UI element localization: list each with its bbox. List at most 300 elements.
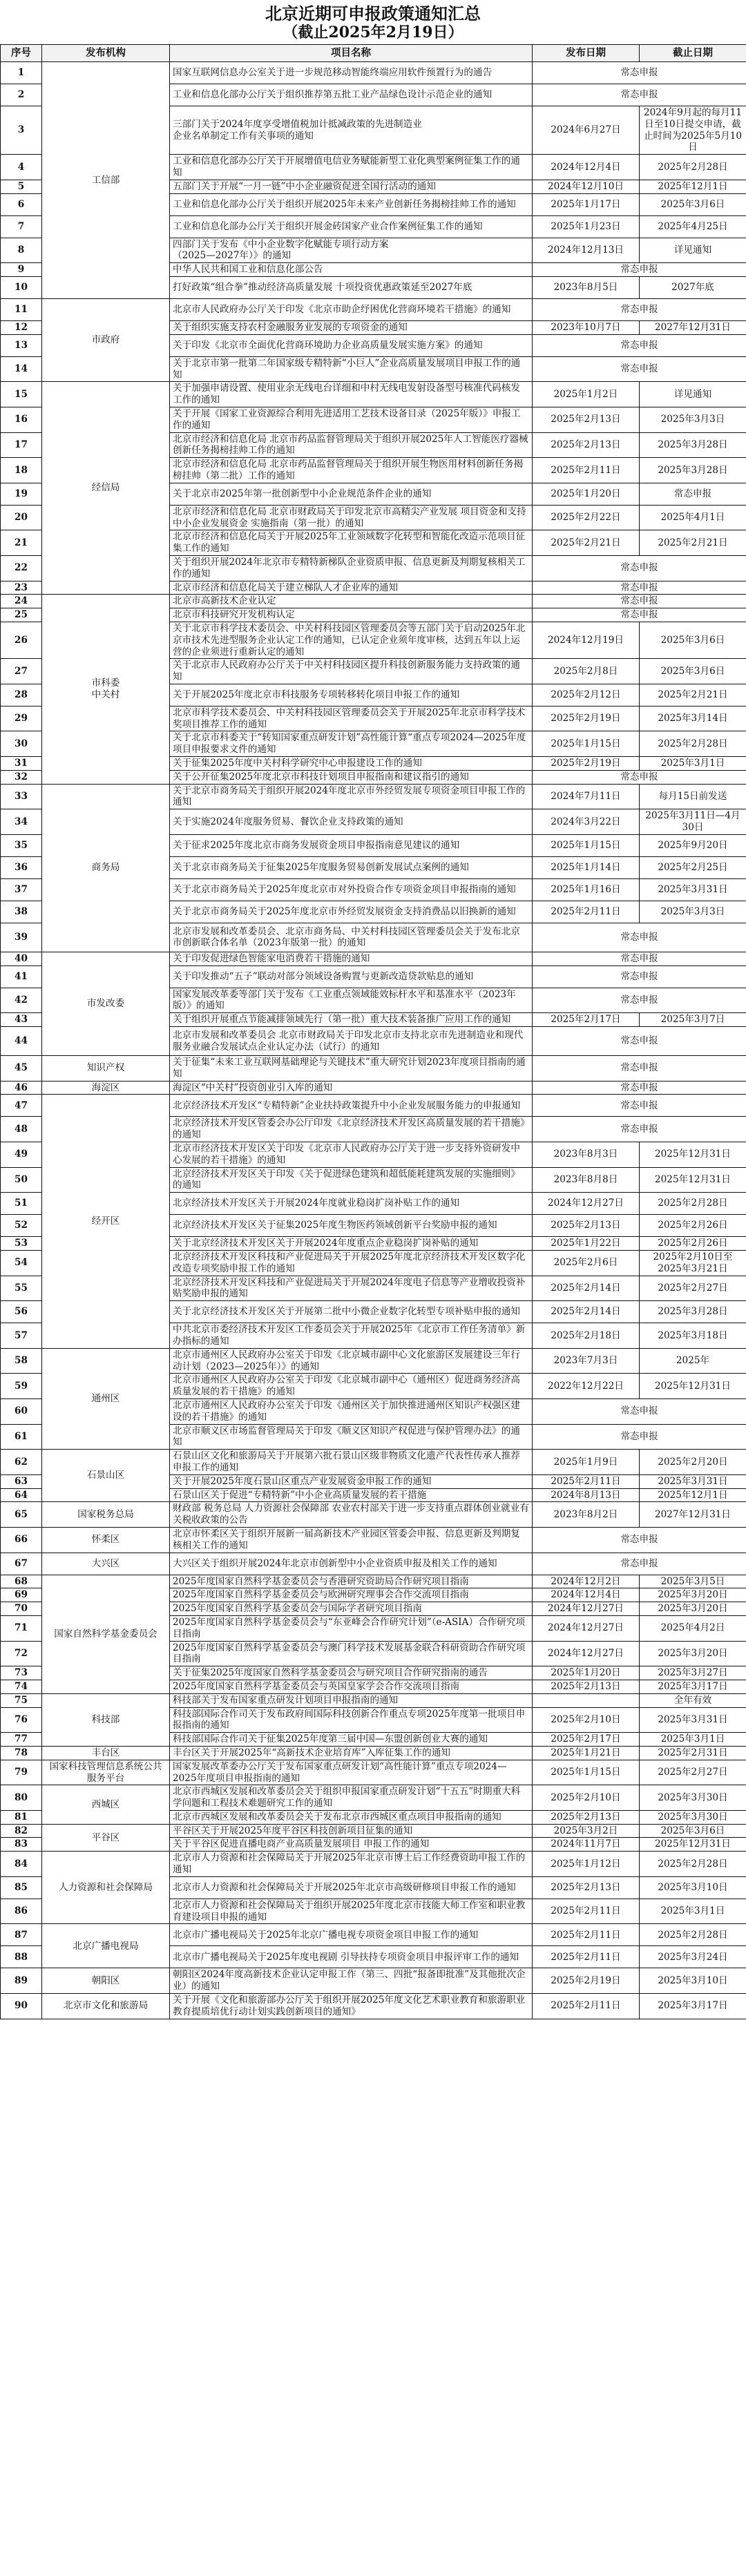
deadline-date: 2025年3月24日 (640, 1946, 746, 1968)
project-name: 北京市经济技术开发区关于印发《北京市人民政府办公厅关于进一步支持外资研发中心发展的若干措施》的通知 (170, 1142, 533, 1168)
project-name: 北京市通州区人民政府办公室关于印发《通州区关于加快推进通州区知识产权强区建设的若干措施》的通知 (170, 1398, 533, 1424)
deadline-date: 2025年2月25日 (640, 856, 746, 878)
project-name: 石景山区关于促进“专精特新”中小企业高质量发展的若干措施 (170, 1488, 533, 1502)
project-name: 北京市通州区人民政府办公室关于印发《北京城市副中心文化旅游区发展建设三年行动计划（2023—2025年）》的通知 (170, 1348, 533, 1374)
project-name: 关于征集2025年度中关村科学研究中心申报建设工作的通知 (170, 757, 533, 771)
row-number: 72 (1, 1641, 42, 1666)
project-name: 北京市西城区发展和改革委员会关于发布北京市西城区重点项目申报指南的通知 (170, 1810, 533, 1824)
deadline-date: 2027年底 (640, 276, 746, 298)
row-number: 46 (1, 1081, 42, 1095)
row-number: 22 (1, 555, 42, 581)
project-name: 北京市广播电视局关于2025年度电视剧 引导扶持专项资金项目申报评审工作的通知 (170, 1946, 533, 1968)
status-cell: 常态申报 (533, 1553, 746, 1575)
project-name: 科技部国际合作司关于征集2025年度第三届中国—东盟创新创业大赛的通知 (170, 1733, 533, 1747)
publish-date: 2025年1月14日 (533, 856, 640, 878)
project-name: 平谷区关于开展2025年度平谷区科技创新项目征集的通知 (170, 1824, 533, 1838)
row-number: 11 (1, 298, 42, 320)
row-number: 4 (1, 155, 42, 180)
status-cell: 常态申报 (533, 298, 746, 320)
table-row (1, 1553, 746, 1575)
row-number: 53 (1, 1237, 42, 1251)
deadline-date: 2025年2月27日 (640, 1760, 746, 1785)
publish-date: 2025年2月17日 (533, 1733, 640, 1747)
org-cell: 通州区 (42, 1348, 170, 1449)
project-name: 北京市经济和信息化局 北京市药品监督管理局关于组织开展2025年人工智能医疗器械创新任务揭榜挂帅工作的通知 (170, 432, 533, 458)
project-name: 关于北京市科学技术委员会、中关村科技园区管理委员会等五部门关于启动2025年北京市技术先进型服务企业认定工作的通知，已认定企业须年度审核，达到五年以上运营的企业须进行重新认定的通知 (170, 622, 533, 658)
publish-date (533, 1693, 640, 1707)
publish-date: 2025年2月14日 (533, 1276, 640, 1301)
project-name: 打好政策“组合拳”推动经济高质量发展 十项投资优惠政策延至2027年底 (170, 276, 533, 298)
publish-date: 2025年2月11日 (533, 1924, 640, 1946)
org-cell: 知识产权 (42, 1056, 170, 1082)
deadline-date: 2025年3月6日 (640, 622, 746, 658)
org-cell: 经开区 (42, 1095, 170, 1348)
row-number: 60 (1, 1398, 42, 1424)
deadline-date: 2025年2月28日 (640, 731, 746, 757)
row-number: 14 (1, 356, 42, 382)
project-name: 丰台区关于开展2025年“高新技术企业培育库”入库征集工作的通知 (170, 1746, 533, 1760)
project-name: 北京经济技术开发区“专精特新”企业扶持政策提升中小企业发展服务能力的申报通知 (170, 1095, 533, 1117)
row-number: 47 (1, 1095, 42, 1117)
deadline-date: 2025年2月26日 (640, 1237, 746, 1251)
publish-date: 2025年2月19日 (533, 706, 640, 731)
row-number: 51 (1, 1193, 42, 1215)
publish-date: 2025年2月12日 (533, 684, 640, 706)
project-name: 工业和信息化部办公厅关于组织推荐第五批工业产品绿色设计示范企业的通知 (170, 84, 533, 106)
deadline-date: 2025年3月28日 (640, 432, 746, 458)
status-cell: 常态申报 (533, 770, 746, 784)
project-name: 关于北京市商务局关于征集2025年度服务贸易创新发展试点案例的通知 (170, 856, 533, 878)
publish-date: 2024年7月11日 (533, 784, 640, 809)
project-name: 关于开展2025年度北京市科技服务专项转移转化项目申报工作的通知 (170, 684, 533, 706)
row-number: 71 (1, 1615, 42, 1641)
status-cell: 常态申报 (533, 1027, 746, 1056)
org-cell: 石景山区 (42, 1450, 170, 1502)
row-number: 20 (1, 505, 42, 530)
row-number: 87 (1, 1924, 42, 1946)
row-number: 80 (1, 1785, 42, 1811)
status-cell: 常态申报 (533, 1424, 746, 1450)
row-number: 75 (1, 1693, 42, 1707)
org-cell: 科技部 (42, 1693, 170, 1746)
row-number: 83 (1, 1838, 42, 1852)
project-name: 北京市高新技术企业认定 (170, 595, 533, 608)
project-name: 关于组织开展2024年北京市专精特新梯队企业资质申报、信息更新及判期复核相关工作的通知 (170, 555, 533, 581)
status-cell: 常态申报 (533, 1056, 746, 1082)
org-cell: 国家科技管理信息系统公共服务平台 (42, 1760, 170, 1785)
deadline-date: 2025年3月28日 (640, 1301, 746, 1323)
deadline-date: 2025年2月21日 (640, 684, 746, 706)
deadline-date: 2025年2月28日 (640, 1852, 746, 1877)
deadline-date: 2027年12月31日 (640, 1502, 746, 1528)
project-name: 海淀区“中关村”投资创业引入库的通知 (170, 1081, 533, 1095)
row-number: 56 (1, 1301, 42, 1323)
project-name: 三部门关于2024年度享受增值税加计抵减政策的先进制造业 企业名单制定工作有关事项的通知 (170, 106, 533, 155)
publish-date: 2023年8月5日 (533, 276, 640, 298)
deadline-date: 2025年3月14日 (640, 706, 746, 731)
deadline-date: 2025年3月7日 (640, 1013, 746, 1027)
deadline-date: 2025年3月30日 (640, 1785, 746, 1811)
publish-date: 2025年2月11日 (533, 901, 640, 923)
publish-date: 2024年12月10日 (533, 180, 640, 193)
publish-date: 2024年8月13日 (533, 1488, 640, 1502)
publish-date: 2025年2月17日 (533, 1013, 640, 1027)
status-cell: 常态申报 (533, 356, 746, 382)
table-row (1, 1824, 746, 1838)
publish-date: 2025年2月13日 (533, 432, 640, 458)
deadline-date: 2025年12月1日 (640, 1488, 746, 1502)
row-number: 39 (1, 923, 42, 952)
project-name: 北京经济技术开发区科技和产业促进局关于开展2024年度电子信息等产业增收投资补贴奖励申报的通知 (170, 1276, 533, 1301)
row-number: 86 (1, 1899, 42, 1924)
project-name: 国家发展改革委等部门关于发布《工业重点领域能效标杆水平和基准水平（2023年版）》的通知 (170, 988, 533, 1013)
status-cell: 常态申报 (533, 334, 746, 356)
project-name: 国家互联网信息办公室关于进一步规范移动智能终端应用软件预置行为的通告 (170, 62, 533, 84)
row-number: 29 (1, 706, 42, 731)
row-number: 9 (1, 263, 42, 277)
publish-date: 2024年12月4日 (533, 1588, 640, 1602)
row-number: 21 (1, 530, 42, 556)
deadline-date: 2025年2月28日 (640, 1924, 746, 1946)
project-name: 关于征求2025年度北京市商务发展资金项目申报指南意见建议的通知 (170, 834, 533, 856)
row-number: 78 (1, 1746, 42, 1760)
table-row (1, 1785, 746, 1811)
publish-date: 2023年8月8日 (533, 1167, 640, 1193)
project-name: 关于北京经济技术开发区关于开展2024年度重点企业稳岗扩岗补贴的通知 (170, 1237, 533, 1251)
row-number: 73 (1, 1666, 42, 1680)
project-name: 关于印发推动“五子”联动对部分领域设备购置与更新改造贷款贴息的通知 (170, 965, 533, 988)
deadline-date: 2025年2月28日 (640, 1193, 746, 1215)
publish-date: 2024年12月2日 (533, 1575, 640, 1588)
project-name: 关于北京市人民政府办公厅关于中关村科技园区提升科技创新服务能力支持政策的通知 (170, 659, 533, 684)
project-name: 工业和信息化部办公厅关于组织开展金砖国家产业合作案例征集工作的通知 (170, 215, 533, 238)
row-number: 16 (1, 407, 42, 432)
publish-date: 2025年2月10日 (533, 1785, 640, 1811)
project-name: 中共北京市委经济技术开发区工作委员会关于开展2025年《北京市工作任务清单》新办指标的通知 (170, 1323, 533, 1349)
deadline-date: 2025年3月6日 (640, 193, 746, 215)
deadline-date: 2025年3月20日 (640, 1602, 746, 1616)
table-row (1, 1348, 746, 1374)
project-name: 关于印发促进绿色智能家电消费若干措施的通知 (170, 952, 533, 965)
publish-date: 2024年12月13日 (533, 238, 640, 263)
publish-date: 2025年2月13日 (533, 1810, 640, 1824)
deadline-date: 2025年3月20日 (640, 1588, 746, 1602)
publish-date: 2024年3月22日 (533, 809, 640, 835)
row-number: 6 (1, 193, 42, 215)
deadline-date: 2025年3月18日 (640, 1323, 746, 1349)
project-name: 关于北京经济技术开发区关于开展第二批中小微企业数字化转型专项补贴申报的通知 (170, 1301, 533, 1323)
row-number: 31 (1, 757, 42, 771)
publish-date: 2024年6月27日 (533, 106, 640, 155)
org-cell: 北京市文化和旅游局 (42, 1994, 170, 2019)
project-name: 北京经济技术开发区关于征集2025年度生物医药领域创新平台奖励申报的通知 (170, 1215, 533, 1237)
org-cell: 国家自然科学基金委员会 (42, 1575, 170, 1693)
row-number: 59 (1, 1374, 42, 1399)
deadline-date: 2025年2月31日 (640, 1746, 746, 1760)
deadline-date: 2025年3月17日 (640, 1994, 746, 2019)
table-body (1, 62, 746, 2019)
status-cell: 常态申报 (533, 965, 746, 988)
project-name: 北京市人力资源和社会保障局关于组织开展2025年度北京市技能大师工作室和职业教育建设项目申报的通知 (170, 1899, 533, 1924)
header-no: 序号 (1, 45, 42, 62)
table-row (1, 62, 746, 84)
status-cell: 常态申报 (533, 608, 746, 622)
project-name: 朝阳区2024年度高新技术企业认定申报工作（第三、四批“报备即批准”及其他批次企业）的通知 (170, 1968, 533, 1994)
org-cell: 商务局 (42, 784, 170, 952)
publish-date: 2025年2月11日 (533, 1994, 640, 2019)
page-subtitle: （截止2025年2月19日） (283, 23, 463, 41)
row-number: 7 (1, 215, 42, 238)
project-name: 四部门关于发布《中小企业数字化赋能专项行动方案 （2025—2027年）》的通知 (170, 238, 533, 263)
status-cell: 常态申报 (533, 1095, 746, 1117)
header-org: 发布机构 (42, 45, 170, 62)
org-cell: 丰台区 (42, 1746, 170, 1760)
project-name: 财政部 税务总局 人力资源社会保障部 农业农村部关于进一步支持重点群体创业就业有关税收政策的公告 (170, 1502, 533, 1528)
row-number: 19 (1, 483, 42, 505)
project-name: 关于印发《北京市全面优化营商环境助力企业高质量发展实施方案》的通知 (170, 334, 533, 356)
project-name: 关于组织开展重点节能减排领域先行（第一批）重大技术装备推广应用工作的通知 (170, 1013, 533, 1027)
deadline-date: 2025年3月6日 (640, 1824, 746, 1838)
publish-date: 2025年2月11日 (533, 458, 640, 483)
table-row (1, 1693, 746, 1707)
page-title: 北京近期可申报政策通知汇总 (265, 3, 481, 23)
publish-date: 2025年2月11日 (533, 1474, 640, 1488)
deadline-date: 2025年3月6日 (640, 659, 746, 684)
status-cell: 常态申报 (533, 1081, 746, 1095)
deadline-date: 2025年2月27日 (640, 1276, 746, 1301)
deadline-date: 2025年12月31日 (640, 1142, 746, 1168)
deadline-date: 2025年12月31日 (640, 1374, 746, 1399)
project-name: 关于征集“未来工业互联网基础理论与关键技术”重大研究计划2023年度项目指南的通知 (170, 1056, 533, 1082)
publish-date: 2025年1月17日 (533, 193, 640, 215)
row-number: 64 (1, 1488, 42, 1502)
row-number: 63 (1, 1474, 42, 1488)
project-name: 北京市经济和信息化局 北京市药品监督管理局关于组织开展生物医用材料创新任务揭榜挂帅（第二批）工作的通知 (170, 458, 533, 483)
row-number: 82 (1, 1824, 42, 1838)
deadline-date: 2025年3月1日 (640, 1899, 746, 1924)
deadline-date: 全年有效 (640, 1693, 746, 1707)
publish-date: 2025年1月2日 (533, 382, 640, 407)
row-number: 84 (1, 1852, 42, 1877)
org-cell: 怀柔区 (42, 1527, 170, 1553)
table-row (1, 1095, 746, 1117)
publish-date: 2025年2月11日 (533, 1899, 640, 1924)
publish-date: 2025年2月22日 (533, 505, 640, 530)
table-row (1, 298, 746, 320)
publish-date: 2025年2月11日 (533, 1946, 640, 1968)
project-name: 北京市人力资源和社会保障局关于开展2025年北京市博士后工作经费资助申报工作的通知 (170, 1852, 533, 1877)
publish-date: 2025年1月20日 (533, 483, 640, 505)
deadline-date: 2025年3月31日 (640, 878, 746, 901)
row-number: 68 (1, 1575, 42, 1588)
deadline-date: 2025年12月31日 (640, 1167, 746, 1193)
status-cell: 常态申报 (533, 1398, 746, 1424)
project-name: 北京市经济和信息化局关于建立梯队人才企业库的通知 (170, 581, 533, 595)
deadline-date: 2025年3月3日 (640, 407, 746, 432)
row-number: 2 (1, 84, 42, 106)
row-number: 3 (1, 106, 42, 155)
row-number: 45 (1, 1056, 42, 1082)
deadline-date: 2025年3月28日 (640, 458, 746, 483)
org-cell: 市科委 中关村 (42, 595, 170, 784)
deadline-date: 2025年3月3日 (640, 901, 746, 923)
deadline-date: 2025年3月11日—4月30日 (640, 809, 746, 835)
publish-date: 2025年2月19日 (533, 1968, 640, 1994)
status-cell: 常态申报 (533, 263, 746, 277)
row-number: 15 (1, 382, 42, 407)
publish-date: 2025年1月20日 (533, 1666, 640, 1680)
row-number: 40 (1, 952, 42, 965)
row-number: 54 (1, 1251, 42, 1276)
table-header-row (1, 45, 746, 62)
project-name: 北京市通州区人民政府办公室关于印发《北京城市副中心（通州区）促进商务经济高质量发展的若干措施》的通知 (170, 1374, 533, 1399)
row-number: 41 (1, 965, 42, 988)
row-number: 50 (1, 1167, 42, 1193)
project-name: 北京市科学技术委员会、中关村科技园区管理委员会关于开展2025年北京市科学技术奖项目推荐工作的通知 (170, 706, 533, 731)
row-number: 76 (1, 1707, 42, 1733)
row-number: 49 (1, 1142, 42, 1168)
header-deadline: 截止日期 (640, 45, 746, 62)
deadline-date: 常态申报 (640, 483, 746, 505)
status-cell: 常态申报 (533, 555, 746, 581)
publish-date: 2023年8月3日 (533, 1142, 640, 1168)
publish-date: 2024年12月27日 (533, 1602, 640, 1616)
deadline-date: 2024年9月起的每月11日至10日提交申请，截止时间为2025年5月10日 (640, 106, 746, 155)
header-date: 发布日期 (533, 45, 640, 62)
row-number: 79 (1, 1760, 42, 1785)
project-name: 工业和信息化部办公厅关于组织开展2025年未来产业创新任务揭榜挂帅工作的通知 (170, 193, 533, 215)
publish-date: 2023年10月7日 (533, 320, 640, 334)
project-name: 科技部国际合作司关于发布政府间国际科技创新合作重点专项2025年度第一批项目申报指南的通知 (170, 1707, 533, 1733)
deadline-date: 2025年3月1日 (640, 757, 746, 771)
org-cell: 国家税务总局 (42, 1502, 170, 1528)
project-name: 关于加强申请设置、使用业余无线电台详细和中村无线电发射设备型号核准代码核发工作的通知 (170, 382, 533, 407)
deadline-date: 详见通知 (640, 382, 746, 407)
row-number: 77 (1, 1733, 42, 1747)
row-number: 88 (1, 1946, 42, 1968)
project-name: 关于开展《国家工业资源综合利用先进适用工艺技术设备目录（2025年版）》申报工作的通知 (170, 407, 533, 432)
deadline-date: 2025年4月2日 (640, 1615, 746, 1641)
row-number: 66 (1, 1527, 42, 1553)
deadline-date: 2025年3月5日 (640, 1575, 746, 1588)
table-row (1, 1994, 746, 2019)
project-name: 科技部关于发布国家重点研发计划项目申报指南的通知 (170, 1693, 533, 1707)
table-row (1, 382, 746, 407)
project-name: 北京市经济和信息化局 北京市财政局关于印发北京市高精尖产业发展 项目资金和支持中小企业发展资金 实施指南（第一批）的通知 (170, 505, 533, 530)
publish-date: 2025年1月15日 (533, 834, 640, 856)
project-name: 关于北京市科委关于“转知国家重点研发计划”高性能计算“重点专项2024—2025年度项目申报要求文件的通知 (170, 731, 533, 757)
row-number: 26 (1, 622, 42, 658)
deadline-date: 2025年2月10日至2025年3月21日 (640, 1251, 746, 1276)
row-number: 34 (1, 809, 42, 835)
row-number: 65 (1, 1502, 42, 1528)
deadline-date: 每月15日前发送 (640, 784, 746, 809)
project-name: 关于公开征集2025年度北京市科技计划项目申报指南和建议指引的通知 (170, 770, 533, 784)
org-cell: 市发改委 (42, 952, 170, 1055)
project-name: 关于北京市商务局关于组织开展2024年度北京市外经贸发展专项资金项目申报工作的通知 (170, 784, 533, 809)
publish-date: 2025年2月8日 (533, 659, 640, 684)
deadline-date: 2025年3月10日 (640, 1876, 746, 1899)
row-number: 58 (1, 1348, 42, 1374)
project-name: 北京市科技研究开发机构认定 (170, 608, 533, 622)
row-number: 67 (1, 1553, 42, 1575)
project-name: 关于北京市商务局关于2025年度北京市对外投资合作专项资金项目申报指南的通知 (170, 878, 533, 901)
row-number: 24 (1, 595, 42, 608)
row-number: 13 (1, 334, 42, 356)
publish-date: 2024年12月27日 (533, 1641, 640, 1666)
row-number: 32 (1, 770, 42, 784)
row-number: 74 (1, 1680, 42, 1693)
project-name: 北京市西城区发展和改革委员会关于组织申报国家重点研发计划“十五五”时期重大科学问题和工程技术难题研究工作的通知 (170, 1785, 533, 1811)
row-number: 37 (1, 878, 42, 901)
org-cell: 经信局 (42, 382, 170, 595)
row-number: 28 (1, 684, 42, 706)
project-name: 北京市人力资源和社会保障局关于开展2025年北京市高级研修项目申报工作的通知 (170, 1876, 533, 1899)
publish-date: 2025年2月14日 (533, 1301, 640, 1323)
project-name: 关于征集2025年度国家自然科学基金委员会与研究项目合作研究指南的通告 (170, 1666, 533, 1680)
publish-date: 2025年1月21日 (533, 1746, 640, 1760)
deadline-date: 2025年9月20日 (640, 834, 746, 856)
project-name: 北京市发展和改革委员会、北京市商务局、中关村科技园区管理委员会关于发布北京市创新联合体名单（2023年版第一批）的通知 (170, 923, 533, 952)
status-cell: 常态申报 (533, 595, 746, 608)
project-name: 关于北京市2025年第一批创新型中小企业规范条件企业的通知 (170, 483, 533, 505)
table-row (1, 1760, 746, 1785)
header-project: 项目名称 (170, 45, 533, 62)
org-cell: 海淀区 (42, 1081, 170, 1095)
row-number: 35 (1, 834, 42, 856)
publish-date: 2025年2月13日 (533, 1876, 640, 1899)
row-number: 52 (1, 1215, 42, 1237)
deadline-date: 2025年2月20日 (640, 1450, 746, 1475)
org-cell: 平谷区 (42, 1824, 170, 1852)
deadline-date: 2025年4月25日 (640, 215, 746, 238)
project-name: 北京市广播电视局关于2025年北京广播电视专项资金项目申报工作的通知 (170, 1924, 533, 1946)
row-number: 1 (1, 62, 42, 84)
table-row (1, 1502, 746, 1528)
table-row (1, 784, 746, 809)
project-name: 2025年度国家自然科学基金委员会与“东亚峰会合作研究计划”（e-ASIA）合作研究项目指南 (170, 1615, 533, 1641)
project-name: 关于北京市商务局关于2025年度北京市外经贸发展资金支持消费品以旧换新的通知 (170, 901, 533, 923)
project-name: 中华人民共和国工业和信息化部公告 (170, 263, 533, 277)
row-number: 89 (1, 1968, 42, 1994)
project-name: 关于北京市第一批第二年国家级专精特新“小巨人”企业高质量发展项目申报工作的通知 (170, 356, 533, 382)
row-number: 30 (1, 731, 42, 757)
deadline-date: 2025年3月30日 (640, 1810, 746, 1824)
status-cell: 常态申报 (533, 62, 746, 84)
project-name: 国家发展改革委办公厅关于发布国家重点研发计划“高性能计算”重点专项2024—2025年度项目申报指南的通知 (170, 1760, 533, 1785)
project-name: 北京经济技术开发区关于印发《关于促进绿色建筑和超低能耗建筑发展的实施细则》的通知 (170, 1167, 533, 1193)
publish-date: 2025年2月6日 (533, 1251, 640, 1276)
publish-date: 2025年1月15日 (533, 1760, 640, 1785)
table-row (1, 1968, 746, 1994)
row-number: 8 (1, 238, 42, 263)
org-cell: 人力资源和社会保障局 (42, 1852, 170, 1924)
table-row (1, 1852, 746, 1877)
row-number: 27 (1, 659, 42, 684)
table-row (1, 1746, 746, 1760)
policy-table (0, 44, 746, 2019)
row-number: 17 (1, 432, 42, 458)
project-name: 石景山区文化和旅游局关于开展第六批石景山区级非物质文化遗产代表性传承人推荐申报工作的通知 (170, 1450, 533, 1475)
deadline-date: 2025年2月26日 (640, 1215, 746, 1237)
status-cell: 常态申报 (533, 952, 746, 965)
publish-date: 2025年2月13日 (533, 1680, 640, 1693)
publish-date: 2025年2月13日 (533, 1215, 640, 1237)
row-number: 23 (1, 581, 42, 595)
project-name: 北京市发展和改革委员会 北京市财政局关于印发北京市支持北京市先进制造业和现代服务业融合发展试点企业认定办法（试行）的通知 (170, 1027, 533, 1056)
status-cell: 常态申报 (533, 581, 746, 595)
org-cell: 大兴区 (42, 1553, 170, 1575)
